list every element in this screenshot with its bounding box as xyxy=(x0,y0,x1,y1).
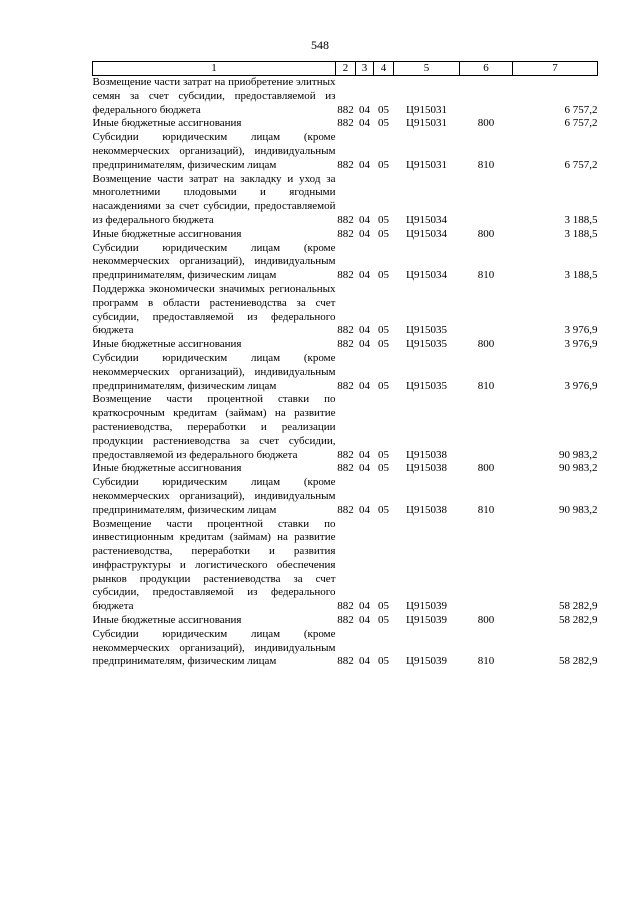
row-code-5: Ц915034 xyxy=(406,269,447,282)
row-code-6: 800 xyxy=(477,117,495,130)
row-code-6 xyxy=(460,76,513,118)
table-row xyxy=(93,242,598,283)
row-code-4: 05 xyxy=(378,614,389,627)
row-code-2: 882 xyxy=(337,103,354,116)
row-code-4: 05 xyxy=(378,503,389,516)
row-code-3: 04 xyxy=(359,158,370,171)
row-amount: 3 188,5 xyxy=(564,213,598,226)
row-amount: 3 976,9 xyxy=(564,324,598,337)
row-amount: 3 188,5 xyxy=(564,227,598,240)
row-code-6: 800 xyxy=(477,462,495,475)
row-amount: 3 976,9 xyxy=(564,338,598,351)
column-header-2: 2 xyxy=(336,62,356,76)
row-code-2: 882 xyxy=(337,448,354,461)
table-row xyxy=(93,518,598,615)
row-code-6: 800 xyxy=(477,338,495,351)
row-code-3: 04 xyxy=(359,338,370,351)
column-header-3: 3 xyxy=(356,62,374,76)
row-code-5: Ц915035 xyxy=(406,338,447,351)
row-code-6: 810 xyxy=(477,655,495,668)
row-code-2: 882 xyxy=(337,213,354,226)
row-code-5: Ц915039 xyxy=(406,600,447,613)
row-code-6: 810 xyxy=(477,158,495,171)
row-code-2: 882 xyxy=(337,614,354,627)
row-name: Иные бюджетные ассигнования xyxy=(92,614,242,627)
row-code-3: 04 xyxy=(359,600,370,613)
row-name: Возмещение части затрат на закладку и уход за многолетними плодовыми и ягодными насаждениями за счет субсидии, предоставляемой из федерального бюджета xyxy=(92,172,336,226)
row-code-4: 05 xyxy=(378,103,389,116)
row-code-6 xyxy=(460,173,513,228)
row-amount: 58 282,9 xyxy=(559,600,598,613)
row-amount: 3 976,9 xyxy=(564,379,598,392)
row-code-4: 05 xyxy=(378,158,389,171)
row-code-3: 04 xyxy=(359,503,370,516)
row-code-6 xyxy=(460,283,513,338)
table-row xyxy=(93,476,598,517)
row-code-5: Ц915034 xyxy=(406,213,447,226)
column-header-7: 7 xyxy=(513,62,598,76)
row-code-4: 05 xyxy=(378,324,389,337)
row-code-2: 882 xyxy=(337,600,354,613)
row-code-3: 04 xyxy=(359,269,370,282)
row-amount: 58 282,9 xyxy=(559,655,598,668)
row-amount: 6 757,2 xyxy=(564,103,598,116)
row-amount: 6 757,2 xyxy=(564,117,598,130)
row-name: Иные бюджетные ассигнования xyxy=(92,227,242,240)
row-name: Субсидии юридическим лицам (кроме некоммерческих организаций), индивидуальным предпринимателям, физическим лицам xyxy=(92,351,336,392)
row-code-2: 882 xyxy=(337,379,354,392)
row-amount: 90 983,2 xyxy=(559,448,598,461)
row-code-3: 04 xyxy=(359,117,370,130)
row-code-5: Ц915031 xyxy=(406,103,447,116)
row-amount: 90 983,2 xyxy=(559,462,598,475)
row-amount: 3 188,5 xyxy=(564,269,598,282)
row-code-2: 882 xyxy=(337,503,354,516)
row-name: Субсидии юридическим лицам (кроме некоммерческих организаций), индивидуальным предпринимателям, физическим лицам xyxy=(92,241,336,282)
row-code-2: 882 xyxy=(337,655,354,668)
row-name: Возмещение части процентной ставки по инвестиционным кредитам (займам) на развитие растениеводства, переработки и развития инфраструктуры и логистического обеспечения рынков продукции растениеводства за счет субсидии, предоставляемой из федерального бюджета xyxy=(92,517,336,613)
column-header-1: 1 xyxy=(93,62,336,76)
row-name: Иные бюджетные ассигнования xyxy=(92,117,242,130)
row-code-3: 04 xyxy=(359,448,370,461)
row-code-3: 04 xyxy=(359,324,370,337)
row-code-2: 882 xyxy=(337,227,354,240)
row-code-4: 05 xyxy=(378,213,389,226)
row-amount: 58 282,9 xyxy=(559,614,598,627)
row-code-6 xyxy=(460,393,513,462)
row-code-5: Ц915038 xyxy=(406,503,447,516)
row-code-4: 05 xyxy=(378,117,389,130)
table-row xyxy=(93,131,598,172)
row-code-6: 810 xyxy=(477,503,495,516)
row-code-5: Ц915039 xyxy=(406,655,447,668)
row-code-4: 05 xyxy=(378,338,389,351)
row-code-3: 04 xyxy=(359,213,370,226)
row-amount: 90 983,2 xyxy=(559,503,598,516)
table-row xyxy=(93,614,598,628)
row-code-6: 810 xyxy=(477,379,495,392)
row-name: Иные бюджетные ассигнования xyxy=(92,462,242,475)
row-code-5: Ц915039 xyxy=(406,614,447,627)
row-code-4: 05 xyxy=(378,448,389,461)
table-row xyxy=(93,283,598,338)
row-code-5: Ц915038 xyxy=(406,462,447,475)
table-row xyxy=(93,462,598,476)
row-code-5: Ц915035 xyxy=(406,324,447,337)
header-row xyxy=(93,62,598,76)
row-code-5: Ц915038 xyxy=(406,448,447,461)
row-code-3: 04 xyxy=(359,227,370,240)
row-code-5: Ц915031 xyxy=(406,117,447,130)
table-row xyxy=(93,628,598,669)
row-code-4: 05 xyxy=(378,462,389,475)
budget-table xyxy=(92,61,598,669)
row-code-2: 882 xyxy=(337,269,354,282)
table-row xyxy=(93,393,598,462)
row-name: Возмещение части затрат на приобретение элитных семян за счет субсидии, предоставляемой из федерального бюджета xyxy=(92,76,336,116)
row-code-2: 882 xyxy=(337,338,354,351)
row-code-4: 05 xyxy=(378,379,389,392)
row-code-4: 05 xyxy=(378,227,389,240)
table-row xyxy=(93,352,598,393)
row-code-4: 05 xyxy=(378,655,389,668)
row-code-6: 800 xyxy=(477,614,495,627)
row-code-3: 04 xyxy=(359,655,370,668)
row-code-3: 04 xyxy=(359,103,370,116)
column-header-6: 6 xyxy=(460,62,513,76)
table-row xyxy=(93,228,598,242)
row-code-6 xyxy=(460,518,513,615)
row-name: Субсидии юридическим лицам (кроме некоммерческих организаций), индивидуальным предпринимателям, физическим лицам xyxy=(92,476,336,516)
row-code-2: 882 xyxy=(337,117,354,130)
table-body xyxy=(93,76,598,670)
row-code-2: 882 xyxy=(337,158,354,171)
row-code-2: 882 xyxy=(337,462,354,475)
row-name: Субсидии юридическим лицам (кроме некоммерческих организаций), индивидуальным предпринимателям, физическим лицам xyxy=(92,131,336,171)
table-row xyxy=(93,117,598,131)
column-header-5: 5 xyxy=(394,62,460,76)
row-name: Субсидии юридическим лицам (кроме некоммерческих организаций), индивидуальным предпринимателям, физическим лицам xyxy=(92,627,336,668)
row-name: Поддержка экономически значимых региональных программ в области растениеводства за счет субсидии, предоставляемой из федерального бюджета xyxy=(92,282,336,337)
row-name: Иные бюджетные ассигнования xyxy=(92,338,242,351)
table-row xyxy=(93,76,598,118)
row-code-4: 05 xyxy=(378,600,389,613)
row-code-6: 810 xyxy=(477,269,495,282)
row-code-6: 800 xyxy=(477,227,495,240)
row-name: Возмещение части процентной ставки по краткосрочным кредитам (займам) на развитие растениеводства, переработки и реализации продукции растениеводства за счет субсидии, предоставляемой из федерального бюджета xyxy=(92,393,336,461)
row-code-5: Ц915034 xyxy=(406,227,447,240)
row-amount: 6 757,2 xyxy=(564,158,598,171)
column-header-4: 4 xyxy=(374,62,394,76)
table-row xyxy=(93,173,598,228)
row-code-3: 04 xyxy=(359,379,370,392)
row-code-5: Ц915035 xyxy=(406,379,447,392)
row-code-3: 04 xyxy=(359,462,370,475)
row-code-4: 05 xyxy=(378,269,389,282)
table-header xyxy=(93,62,598,76)
row-code-5: Ц915031 xyxy=(406,158,447,171)
row-code-3: 04 xyxy=(359,614,370,627)
row-code-2: 882 xyxy=(337,324,354,337)
page-number: 548 xyxy=(311,38,329,52)
table-row xyxy=(93,338,598,352)
